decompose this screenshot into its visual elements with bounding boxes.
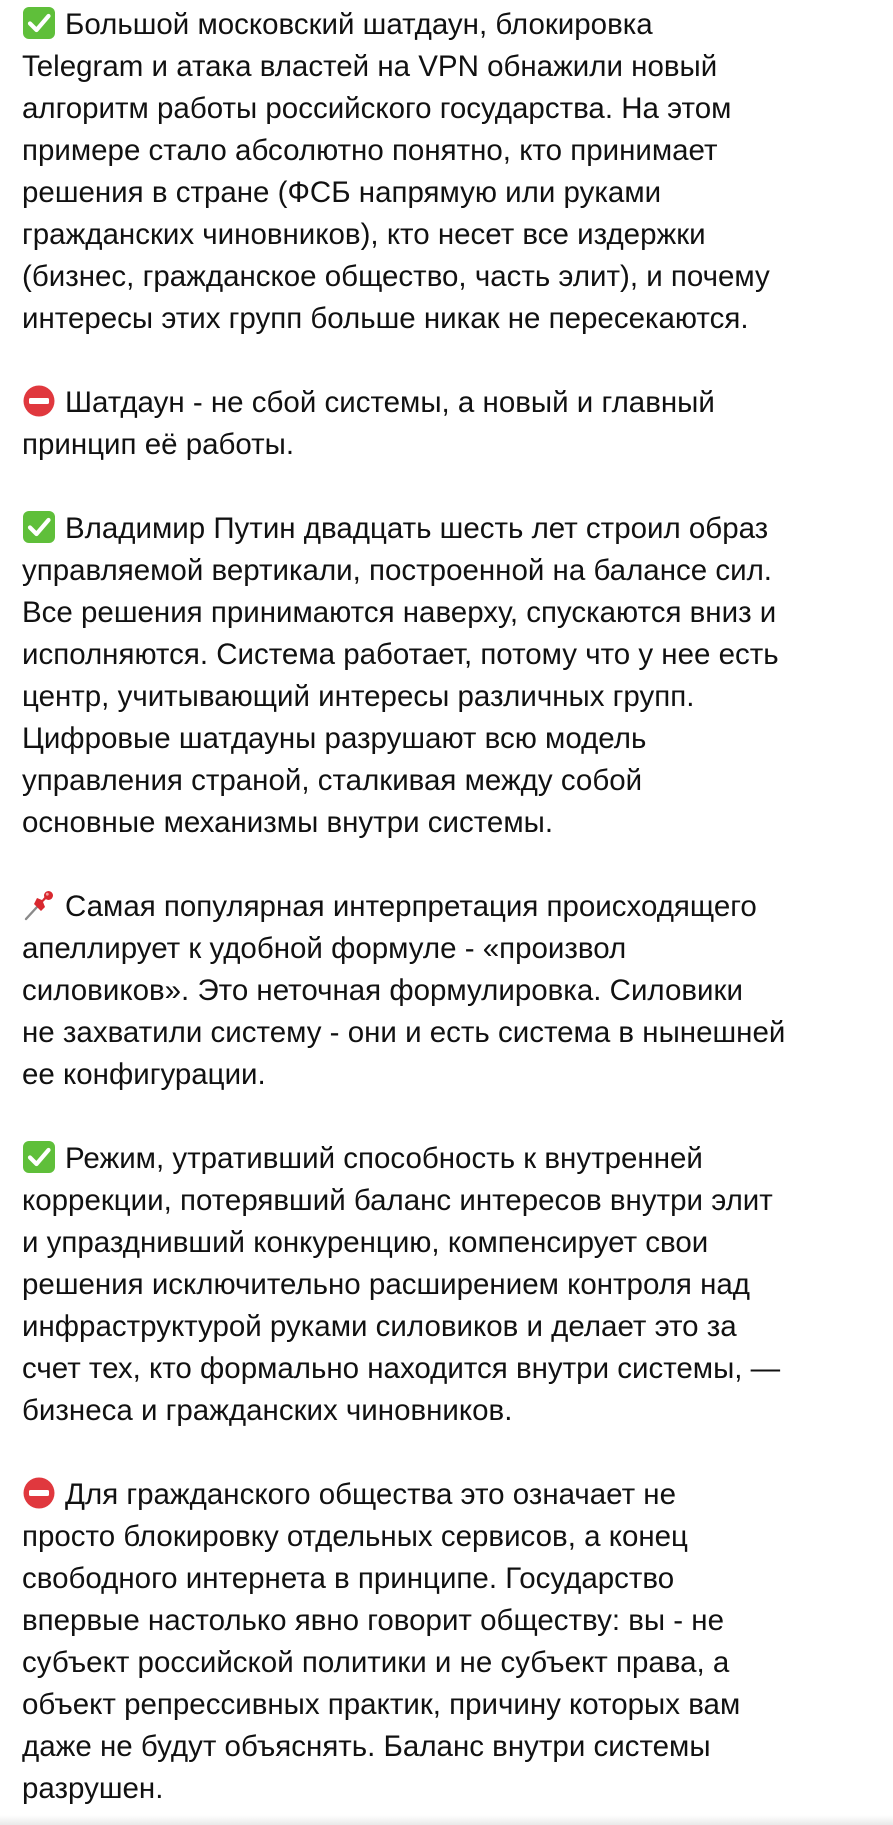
paragraph-text: Большой московский шатдаун, блокировка Telegram и атака властей на VPN обнажили новый алгоритм работы российского государства. На этом примере стало абсолютно понятно, кто принимает решения в стране (ФСБ напрямую или руками гражданских чиновников), кто несет все издержки (бизнес, гражданское общество, часть элит), и почему интересы этих групп больше никак не пересекаются. [22, 8, 770, 335]
paragraph-regime-control [22, 1138, 882, 1432]
paragraph-shutdown-intro [22, 4, 882, 340]
paragraph-shutdown-principle [22, 382, 882, 466]
paragraph-text: Шатдаун - не сбой системы, а новый и главный принцип её работы. [22, 386, 715, 461]
paragraph-text: Режим, утративший способность к внутренней коррекции, потерявший баланс интересов внутри элит и упразднивший конкуренцию, компенсирует свои решения исключительно расширением контроля над инфраструктурой руками силовиков и делает это за счет тех, кто формально находится внутри системы, — бизнеса и гражданских чиновников. [22, 1142, 781, 1427]
paragraph-siloviki-interpretation [22, 886, 882, 1096]
no-entry-icon [22, 1476, 56, 1510]
check-mark-icon [22, 6, 56, 40]
paragraph-text: Самая популярная интерпретация происходящего апеллирует к удобной формуле - «произвол силовиков». Это неточная формулировка. Силовики не захватили систему - они и есть система в нынешней ее конфигурации. [22, 890, 786, 1091]
bottom-edge-shadow [0, 1815, 893, 1825]
paragraph-text: Для гражданского общества это означает не просто блокировку отдельных сервисов, а конец свободного интернета в принципе. Государство впервые настолько явно говорит обществу: вы - не субъект российской политики и не субъект права, а объект репрессивных практик, причину которых вам даже не будут объяснять. Баланс внутри системы разрушен. [22, 1478, 741, 1805]
post-body [22, 4, 882, 1810]
paragraph-text: Владимир Путин двадцать шесть лет строил образ управляемой вертикали, построенной на балансе сил. Все решения принимаются наверху, спускаются вниз и исполняются. Система работает, потому что у нее есть центр, учитывающий интересы различных групп. Цифровые шатдауны разрушают всю модель управления страной, сталкивая между собой основные механизмы внутри системы. [22, 512, 779, 839]
check-mark-icon [22, 510, 56, 544]
paragraph-civil-society [22, 1474, 882, 1810]
check-mark-icon [22, 1140, 56, 1174]
pushpin-icon [22, 888, 56, 922]
paragraph-putin-vertical [22, 508, 882, 844]
no-entry-icon [22, 384, 56, 418]
